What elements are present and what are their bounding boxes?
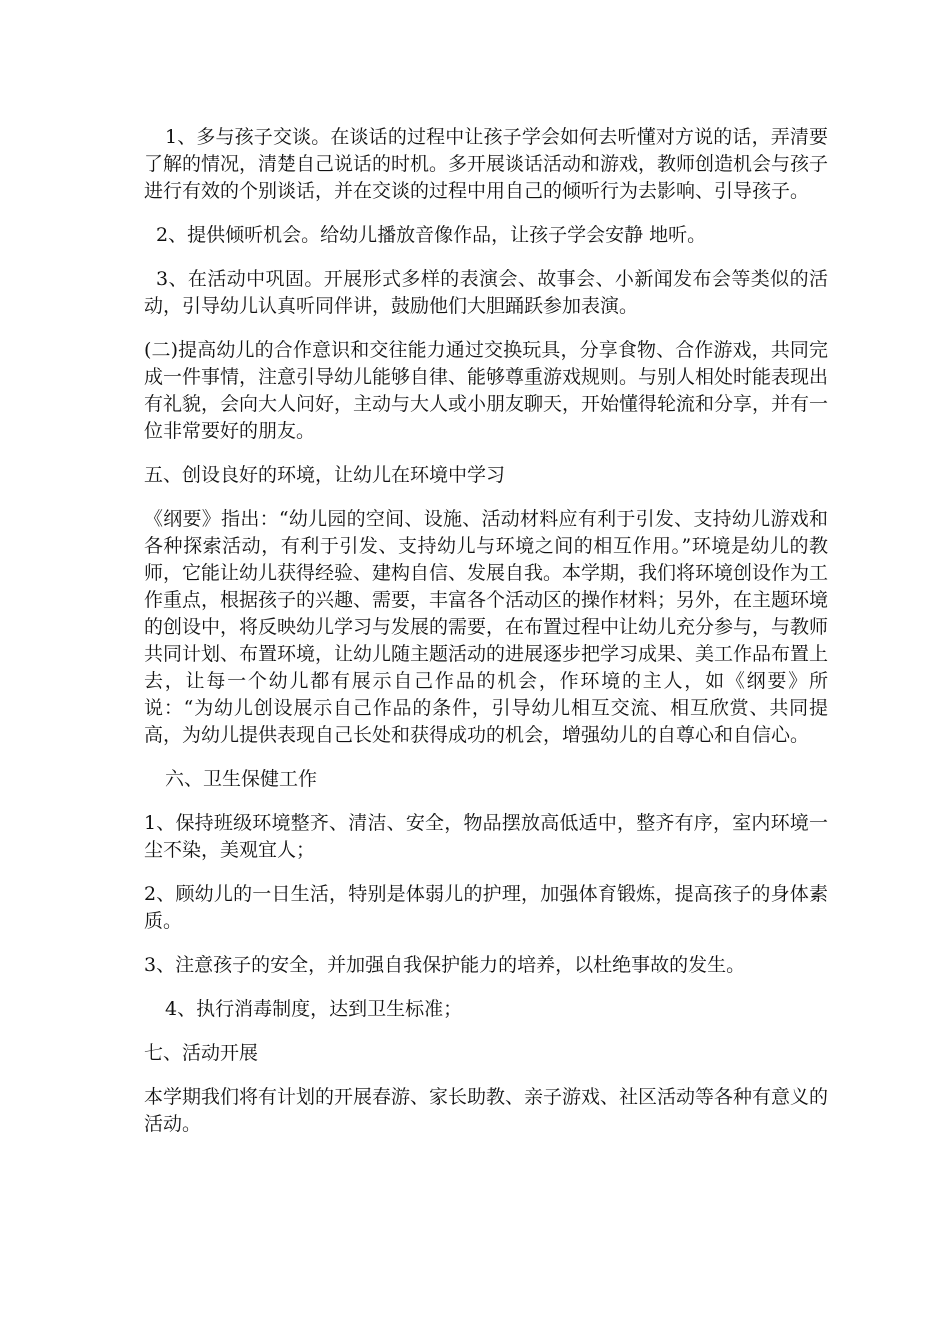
paragraph-health-3: 3、注意孩子的安全，并加强自我保护能力的培养，以杜绝事故的发生。 xyxy=(144,954,746,976)
paragraph-activities: 本学期我们将有计划的开展春游、家长助教、亲子游戏、社区活动等各种有意义的活动。 xyxy=(144,1086,829,1135)
section-heading-health: 六、卫生保健工作 xyxy=(165,768,318,790)
section-heading-environment: 五、创设良好的环境，让幼儿在环境中学习 xyxy=(144,464,506,486)
paragraph-listening-opportunity: 2、提供倾听机会。给幼儿播放音像作品，让孩子学会安静 地听。 xyxy=(156,224,707,246)
paragraph-health-4: 4、执行消毒制度，达到卫生标准； xyxy=(165,998,463,1020)
paragraph-environment: 《纲要》指出：“幼儿园的空间、设施、活动材料应有利于引发、支持幼儿游戏和各种探索活动，有利于引发、支持幼儿与环境之间的相互作用。”环境是幼儿的教师，它能让幼儿获得经验、建构自信、发展自我。本学期，我们将环境创设作为工作重点，根据孩子的兴趣、需要，丰富各个活动区的操作材料；另外，在主题环境的创设中，将反映幼儿学习与发展的需要，在布置过程中让幼儿充分参与，与教师共同计划、布置环境，让幼儿随主题活动的进展逐步把学习成果、美工作品布置上去，让每一个幼儿都有展示自己作品的机会，作环境的主人，如《纲要》所说：“为幼儿创设展示自己作品的条件，引导幼儿相互交流、相互欣赏、共同提高，为幼儿提供表现自己长处和获得成功的机会，增强幼儿的自尊心和自信心。 xyxy=(144,508,829,746)
paragraph-listening-talk: 1、多与孩子交谈。在谈话的过程中让孩子学会如何去听懂对方说的话，弄清要了解的情况，清楚自己说话的时机。多开展谈话活动和游戏，教师创造机会与孩子进行有效的个别谈话，并在交谈的过程中用自己的倾听行为去影响、引导孩子。 xyxy=(144,126,829,202)
paragraph-activity-consolidation: 3、在活动中巩固。开展形式多样的表演会、故事会、小新闻发布会等类似的活动，引导幼儿认真听同伴讲，鼓励他们大胆踊跃参加表演。 xyxy=(144,268,828,317)
document-body xyxy=(144,124,828,1155)
paragraph-health-2: 2、顾幼儿的一日生活，特别是体弱儿的护理，加强体育锻炼，提高孩子的身体素质。 xyxy=(144,883,828,932)
paragraph-health-1: 1、保持班级环境整齐、清洁、安全，物品摆放高低适中，整齐有序，室内环境一尘不染，美观宜人； xyxy=(144,812,828,861)
paragraph-cooperation: (二)提高幼儿的合作意识和交往能力通过交换玩具，分享食物、合作游戏，共同完成一件事情，注意引导幼儿能够自律、能够尊重游戏规则。与别人相处时能表现出有礼貌，会向大人问好，主动与大人或小朋友聊天，开始懂得轮流和分享，并有一位非常要好的朋友。 xyxy=(144,339,829,442)
section-heading-activities: 七、活动开展 xyxy=(144,1042,259,1064)
